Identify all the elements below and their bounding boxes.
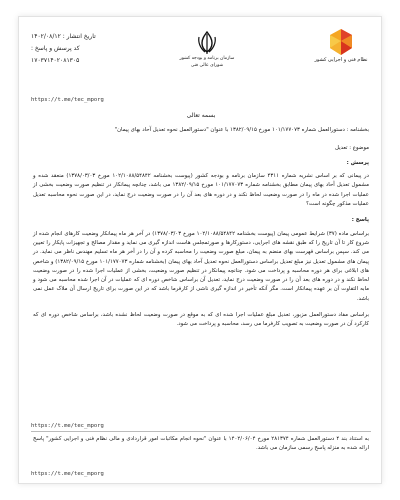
emblem: [179, 31, 235, 69]
iran-emblem-icon: [196, 31, 218, 55]
logo-caption: نظام فنی و اجرایی کشور: [314, 57, 368, 63]
question-text: در پیمانی که بر اساس نشریه شماره ۴۳۱۱ سازمان برنامه و بودجه کشور (پیوست بخشنامه ۱۰۲/۱۰۸۸/۵۴۸۴۲ مورخ ۱۳۷۸/۰۳/۰۳) منعقد شده و مشمول تعدیل آحاد بهای پیمان مطابق بخشنامه شماره ۱۰۱/۱۷۷۰۷۳ مورخ ۱۳۸۲/۰۹/۱۵ می باشد، چنانچه پیمانکار در تنظیم صورت وضعیت بخشی از عملیات اجرا شده در ماه را در صورت وضعیت لحاظ نکند و در دوره های بعد آن را در صورت وضعیت درج نماید، در این صورت نحوه محاسبه تعدیل عملیات مذکور چگونه است؟: [33, 173, 369, 208]
letter-body: [33, 111, 369, 337]
basmala: بسمه تعالی: [186, 112, 216, 119]
channel-link-bottom[interactable]: https://t.me/tec_mporg: [31, 471, 104, 477]
technical-system-logo: [309, 27, 373, 64]
publish-date: تاریخ انتشار : ۱۴۰۲/۰۸/۱۲: [31, 33, 96, 40]
tracking-code: ۱۷۰۳۷۱۴۰۲۰۸۱۳۰۵: [31, 57, 80, 64]
tracking-label: کد پرسش و پاسخ :: [31, 45, 80, 52]
emblem-caption-2: شورای عالی فنی: [190, 63, 224, 68]
answer-label: پاسخ :: [351, 217, 369, 224]
document-page: [18, 16, 382, 484]
answer-paragraph-1: براساس ماده (۳۷) شرایط عمومی پیمان (پیوست بخشنامه ۱۰۲/۱۰۸۸/۵۴۸۴۲ مورخ ۱۳۷۸/۰۳/۰۳) در آخر هر ماه پیمانکار وضعیت کارهای انجام شده از شروع کار تا آن تاریخ را که طبق نقشه های اجرایی، دستورکارها و صورتمجلس هاست اندازه گیری می نماید و مقدار مصالح و تجهیزات پایکار را تعیین می کند. سپس براساس فهرست بهای منضم به پیمان، مبلغ صورت وضعیت را محاسبه کرده و آن را در آخر هر ماه تسلیم مهندس ناظر می نماید. در پیمان های مشمول تعدیل نیز مبلغ تعدیل براساس دستورالعمل نحوه تعدیل آحاد بهای پیمان (بخشنامه شماره ۱۰۱/۱۷۷۰۷۳ مورخ ۱۳۸۲/۰۹/۱۵) و شاخص های ابلاغی برای هر دوره محاسبه و پرداخت می شود. چنانچه پیمانکار در تنظیم صورت وضعیت، بخشی از عملیات اجرا شده را در صورت وضعیت لحاظ نکند و در دوره های بعد آن را در صورت وضعیت درج نماید، تعدیل آن براساس شاخص دوره ای که عملیات در آن اجرا شده محاسبه می شود و مابه التفاوت آن بر عهده پیمانکار است. مگر آنکه تأخیر در اندازه گیری ناشی از کارفرما باشد که در این صورت برای تاریخ ارسال آن ملاک عمل نمی باشد.: [33, 230, 370, 302]
document-meta: [31, 31, 141, 67]
topic-line: موضوع : تعدیل: [334, 144, 369, 151]
question-label: پرسش :: [346, 159, 369, 166]
letter-header: [19, 17, 383, 109]
subject-line: بخشنامه : دستورالعمل شماره ۱۰۱/۱۷۷۰۷۳ مورخ ۱۳۸۲/۰۹/۱۵ با عنوان "دستورالعمل نحوه تعدیل آحاد بهای پیمان": [114, 127, 369, 134]
hexagon-logo-icon: [326, 27, 356, 57]
channel-link-top[interactable]: https://t.me/tec_mporg: [31, 97, 104, 103]
emblem-caption-1: سازمان برنامه و بودجه کشور: [179, 56, 235, 61]
divider: [31, 431, 371, 432]
official-note: به استناد بند ۴ دستورالعمل شماره ۲۸۱۳۷۴ مورخ ۱۴۰۲/۰۶/۰۴ با عنوان "نحوه انجام مکاتبات امور قراردادی و مالی نظام فنی و اجرایی کشور" پاسخ ارائه شده به منزله پاسخ رسمی سازمان می باشد.: [33, 436, 370, 452]
answer-paragraph-2: براساس مفاد دستورالعمل مزبور، تعدیل مبلغ عملیات اجرا شده ای که به موقع در صورت وضعیت لحاظ نشده باشد، براساس شاخص دوره ای که کارکرد آن در صورت وضعیت به تصویب کارفرما می رسد، محاسبه و پرداخت می شود.: [33, 312, 369, 328]
channel-link-middle[interactable]: https://t.me/tec_mporg: [31, 423, 104, 429]
